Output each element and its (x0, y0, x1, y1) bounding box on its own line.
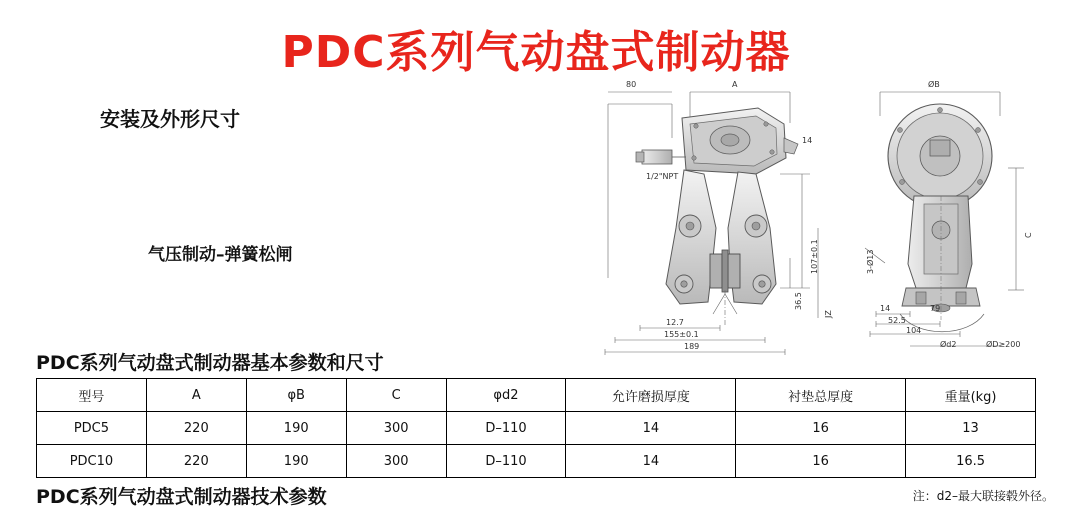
table-header-row (37, 379, 1036, 412)
dim-189: 189 (684, 342, 700, 351)
cell-weight: 16.5 (906, 445, 1036, 478)
cell-phi-b: 190 (246, 445, 346, 478)
drawing-svg (580, 78, 1060, 356)
th-a: A (146, 379, 246, 412)
table-note: 注：d2–最大联接毂外径。 (912, 489, 1054, 503)
tech-section-heading: PDC系列气动盘式制动器技术参数 (36, 486, 327, 508)
th-pad-thick: 衬垫总厚度 (736, 379, 906, 412)
dim-107: 107±0.1 (810, 239, 819, 274)
parameters-table (36, 378, 1036, 478)
dim-D200: ØD≥200 (986, 340, 1021, 349)
dim-14-front: 14 (802, 136, 813, 145)
cell-c: 300 (346, 445, 446, 478)
dim-12-7: 12.7 (666, 318, 684, 327)
port-label: 1/2"NPT (646, 172, 679, 181)
cell-phi-d2: D–110 (446, 412, 566, 445)
brake-mode-label: 气压制动–弹簧松闸 (148, 245, 293, 265)
dim-JZ: JZ (824, 310, 833, 318)
side-view-body (888, 104, 992, 332)
cell-wear: 14 (566, 445, 736, 478)
th-model: 型号 (37, 379, 147, 412)
cell-a: 220 (146, 445, 246, 478)
dim-155: 155±0.1 (664, 330, 699, 339)
cell-phi-d2: D–110 (446, 445, 566, 478)
cell-pad-thick: 16 (736, 445, 906, 478)
dim-d2: Ød2 (940, 340, 957, 349)
th-c: C (346, 379, 446, 412)
dim-104: 104 (906, 326, 922, 335)
page-title: PDC系列气动盘式制动器 (281, 27, 791, 78)
th-phi-d2: φd2 (446, 379, 566, 412)
dim-C: C (1024, 232, 1033, 238)
install-dimensions-label: 安装及外形尺寸 (100, 107, 240, 131)
dim-52-5: 52.5 (888, 316, 906, 325)
th-phi-b: φB (246, 379, 346, 412)
dim-3x13: 3-Ø13 (866, 249, 875, 274)
cell-a: 220 (146, 412, 246, 445)
th-weight: 重量(kg) (906, 379, 1036, 412)
dim-80: 80 (626, 80, 637, 89)
dim-36-5: 36.5 (794, 292, 803, 310)
table-row (37, 445, 1036, 478)
technical-drawing (580, 78, 1060, 356)
cell-model: PDC5 (37, 412, 147, 445)
table-row (37, 412, 1036, 445)
dim-OB: ØB (928, 80, 940, 89)
front-view-body (636, 108, 798, 326)
cell-wear: 14 (566, 412, 736, 445)
cell-c: 300 (346, 412, 446, 445)
cell-model: PDC10 (37, 445, 147, 478)
dim-A: A (732, 80, 738, 89)
params-section-heading: PDC系列气动盘式制动器基本参数和尺寸 (36, 352, 384, 374)
dim-14-side: 14 (880, 304, 891, 313)
cell-weight: 13 (906, 412, 1036, 445)
cell-phi-b: 190 (246, 412, 346, 445)
cell-pad-thick: 16 (736, 412, 906, 445)
th-wear: 允许磨损厚度 (566, 379, 736, 412)
dim-79: 79 (930, 304, 941, 313)
